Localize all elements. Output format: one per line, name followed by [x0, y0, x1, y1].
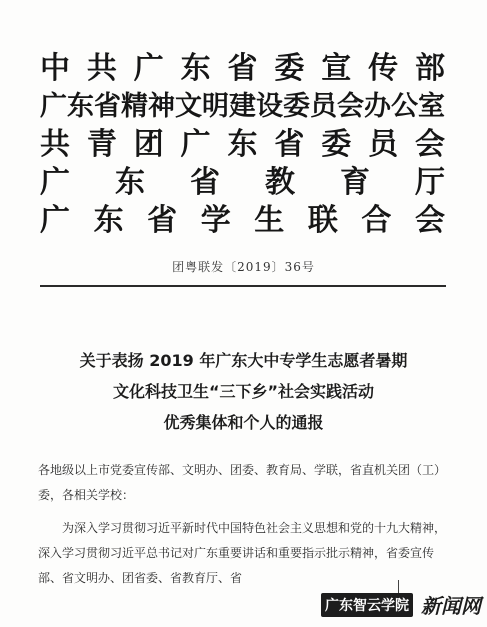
issuer-char: 东 [180, 51, 211, 86]
issuer-line [40, 164, 445, 202]
issuer-text: 广东省精神文明建设委员会办公室 [40, 91, 445, 122]
title-line: 优秀集体和个人的通报 [163, 413, 324, 432]
issuer-char: 共 [86, 51, 117, 86]
issuer-char: 东 [227, 127, 258, 162]
issuer-char: 宣 [321, 51, 352, 86]
issuer-char: 生 [254, 203, 285, 238]
issuer-char: 东 [115, 165, 145, 200]
issuer-char: 共 [40, 127, 70, 162]
document-title [0, 345, 487, 438]
issuer-line [40, 88, 445, 126]
issuer-char: 广 [40, 165, 70, 200]
issuer-char: 团 [133, 127, 164, 162]
issuer-char: 青 [86, 127, 117, 162]
issuer-char: 省 [147, 203, 178, 238]
issuer-char: 委 [274, 51, 305, 86]
issuer-char: 会 [414, 203, 445, 238]
issuer-char: 教 [265, 165, 295, 200]
issuer-char: 省 [190, 165, 220, 200]
issuer-char: 省 [274, 127, 305, 162]
issuer-char: 广 [40, 203, 70, 238]
issuer-char: 会 [415, 127, 445, 162]
issuer-char: 育 [340, 165, 370, 200]
issuer-char: 部 [415, 51, 445, 86]
issuer-line [40, 202, 445, 240]
issuer-char: 东 [93, 203, 124, 238]
title-line: 关于表扬 2019 年广东大中专学生志愿者暑期 [79, 351, 408, 370]
document-body [38, 458, 448, 591]
issuer-line [40, 126, 445, 164]
title-line: 文化科技卫生“三下乡”社会实践活动 [112, 382, 375, 401]
issuer-char: 学 [200, 203, 231, 238]
issuer-char: 广 [133, 51, 164, 86]
issuer-char: 中 [40, 51, 70, 86]
issuer-char: 联 [307, 203, 338, 238]
salutation: 各地级以上市党委宣传部、文明办、团委、教育局、学联，省直机关团（工）委，各相关学校： [38, 463, 447, 502]
issuer-char: 传 [368, 51, 399, 86]
issuer-char: 员 [368, 127, 399, 162]
body-paragraph: 为深入学习贯彻习近平新时代中国特色社会主义思想和党的十九大精神，深入学习贯彻习近平总书记对广东重要讲话和重要指示批示精神，省委宣传部、省文明办、团省委、省教育厅、省 [38, 521, 447, 585]
document-number: 团粤联发〔2019〕36号 [172, 260, 315, 274]
watermark [321, 590, 481, 619]
issuer-char: 委 [321, 127, 352, 162]
issuer-line [40, 50, 445, 88]
watermark-left: 广东智云学院 [321, 593, 413, 617]
issuing-authorities [40, 50, 445, 240]
issuer-char: 广 [180, 127, 211, 162]
watermark-right: 新闻网 [421, 594, 481, 618]
issuer-char: 合 [361, 203, 392, 238]
issuer-char: 省 [227, 51, 258, 86]
header-divider [40, 285, 446, 287]
issuer-char: 厅 [415, 165, 445, 200]
